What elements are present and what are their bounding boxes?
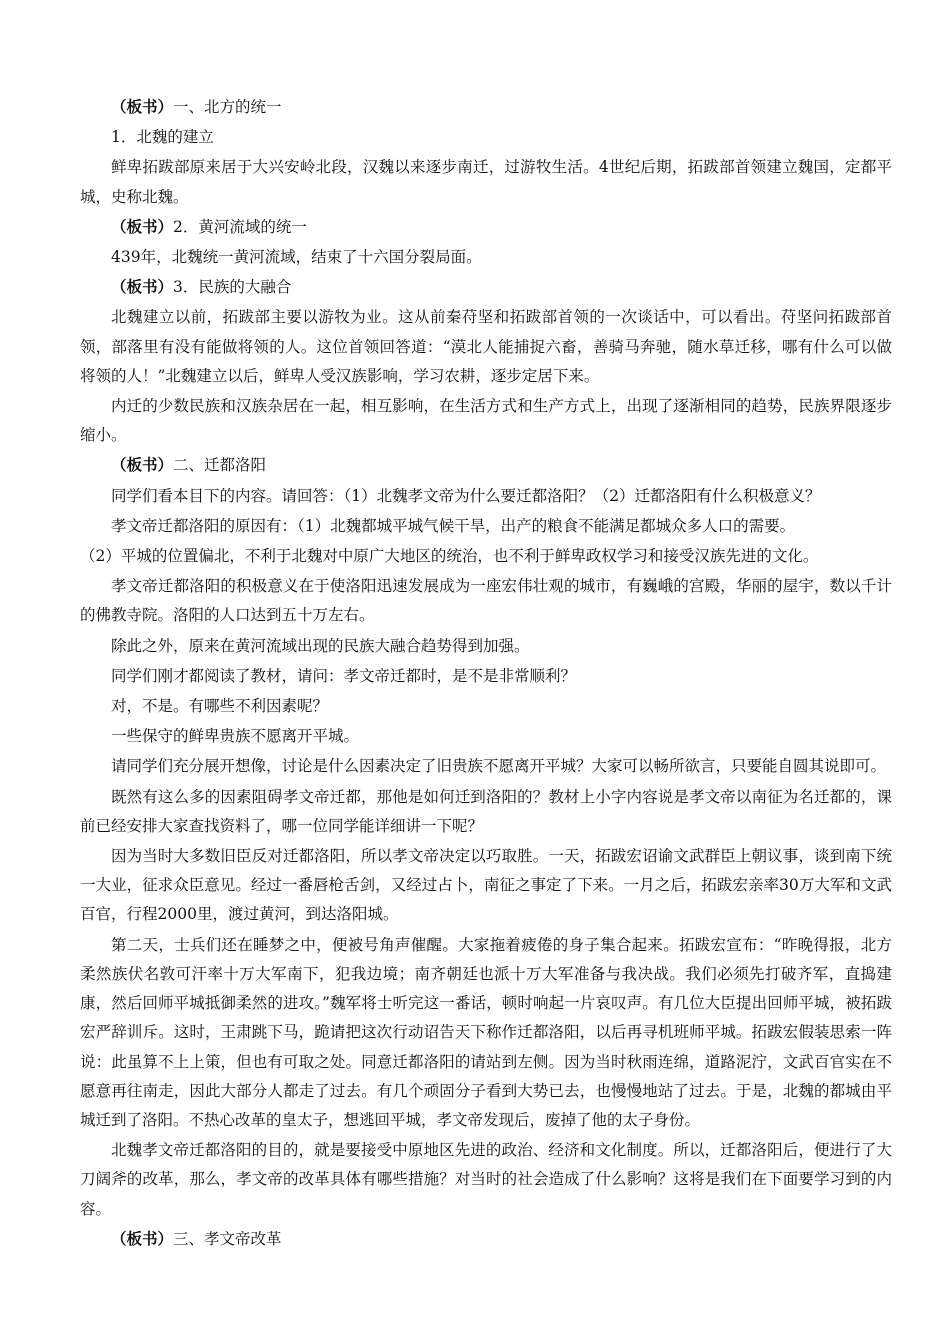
- paragraph-text: 除此之外，原来在黄河流域出现的民族大融合趋势得到加强。: [111, 636, 530, 655]
- paragraph-text: 因为当时大多数旧臣反对迁都洛阳，所以孝文帝决定以巧取胜。一天，拓跋宏诏谕文武群臣上朝议事，谈到南下统一大业，征求众臣意见。经过一番唇枪舌剑，又经过占卜，南征之事定了下来。一月之后，拓跋宏亲率30万大军和文武百官，行程2000里，渡过黄河，到达洛阳城。: [80, 847, 892, 924]
- paragraph: [80, 122, 892, 152]
- paragraph: [80, 691, 892, 721]
- paragraph-text: 孝文帝迁都洛阳的积极意义在于使洛阳迅速发展成为一座宏伟壮观的城市，有巍峨的宫殿，华丽的屋宇，数以千计的佛教寺院。洛阳的人口达到五十万左右。: [80, 577, 892, 625]
- paragraph: [80, 721, 892, 751]
- paragraph-lead: （板书）: [111, 277, 174, 297]
- paragraph-text: 鲜卑拓跋部原来居于大兴安岭北段，汉魏以来逐步南迁，过游牧生活。4世纪后期，拓跋部首领建立魏国，定都平城，史称北魏。: [80, 158, 892, 206]
- paragraph: [80, 302, 892, 391]
- paragraph-text: 三、孝文帝改革: [173, 1229, 282, 1248]
- paragraph: [80, 751, 892, 781]
- paragraph: [80, 841, 892, 930]
- paragraph-text: 对，不是。有哪些不利因素呢？: [111, 697, 329, 716]
- paragraph: [80, 571, 892, 630]
- document-body: [80, 92, 892, 1254]
- paragraph: [80, 661, 892, 691]
- paragraph-text: 2．黄河流域的统一: [173, 217, 307, 236]
- paragraph: [80, 1135, 892, 1224]
- paragraph-text: 二、迁都洛阳: [173, 456, 267, 475]
- paragraph: [80, 272, 892, 302]
- paragraph: [80, 631, 892, 661]
- paragraph-lead: （板书）: [111, 455, 174, 475]
- paragraph: [80, 481, 892, 511]
- paragraph-text: 内迁的少数民族和汉族杂居在一起，相互影响，在生活方式和生产方式上，出现了逐渐相同的趋势，民族界限逐步缩小。: [80, 397, 892, 445]
- paragraph-lead: （板书）: [111, 216, 174, 236]
- paragraph: [80, 541, 892, 571]
- paragraph: [80, 242, 892, 272]
- paragraph-lead: （板书）: [111, 1228, 174, 1248]
- paragraph-text: 第二天，士兵们还在睡梦之中，便被号角声催醒。大家拖着疲倦的身子集合起来。拓跋宏宣布：“昨晚得报，北方柔然族伏名敦可汗率十万大军南下，犯我边境；南齐朝廷也派十万大军准备与我决战。我们必须先打破齐军，直捣建康，然后回师平城抵御柔然的进攻。”魏军将士听完这一番话，顿时响起一片哀叹声。有几位大臣提出回师平城，被拓跋宏严辞训斥。这时，王肃跳下马，跪请把这次行动诏告天下称作迁都洛阳，以后再寻机班师平城。拓跋宏假装思索一阵说：此虽算不上上策，但也有可取之处。同意迁都洛阳的请站到左侧。因为当时秋雨连绵，道路泥泞，文武百官实在不愿意再往南走，因此大部分人都走了过去。有几个顽固分子看到大势已去，也慢慢地站了过去。于是，北魏的都城由平城迁到了洛阳。不热心改革的皇太子，想逃回平城，孝文帝发现后，废掉了他的太子身份。: [80, 935, 892, 1129]
- paragraph: [80, 930, 892, 1135]
- paragraph-lead: （板书）: [111, 97, 174, 116]
- paragraph: [80, 212, 892, 242]
- paragraph-text: （2）平城的位置偏北，不利于北魏对中原广大地区的统治，也不利于鲜卑政权学习和接受汉族先进的文化。: [80, 547, 819, 566]
- paragraph-text: 439年，北魏统一黄河流域，结束了十六国分裂局面。: [111, 248, 482, 267]
- paragraph: [80, 511, 892, 541]
- paragraph-text: 孝文帝迁都洛阳的原因有：（1）北魏都城平城气候干旱，出产的粮食不能满足都城众多人口的需要。: [111, 516, 796, 535]
- paragraph: [80, 782, 892, 841]
- paragraph-text: 3．民族的大融合: [173, 278, 292, 297]
- paragraph-text: 既然有这么多的因素阻碍孝文帝迁都，那他是如何迁到洛阳的？教材上小字内容说是孝文帝以南征为名迁都的，课前已经安排大家查找资料了，哪一位同学能详细讲一下呢？: [80, 787, 892, 835]
- paragraph-text: 1．北魏的建立: [111, 128, 214, 147]
- paragraph-text: 一些保守的鲜卑贵族不愿离开平城。: [111, 727, 360, 746]
- paragraph: [80, 1224, 892, 1254]
- paragraph: [80, 92, 892, 122]
- paragraph-text: 同学们看本目下的内容。请回答：（1）北魏孝文帝为什么要迁都洛阳？（2）迁都洛阳有什么积极意义？: [111, 486, 821, 505]
- paragraph-text: 北魏孝文帝迁都洛阳的目的，就是要接受中原地区先进的政治、经济和文化制度。所以，迁都洛阳后，便进行了大刀阔斧的改革，那么，孝文帝的改革具体有哪些措施？对当时的社会造成了什么影响？这将是我们在下面要学习到的内容。: [80, 1141, 892, 1218]
- paragraph-text: 一、北方的统一: [173, 98, 282, 116]
- paragraph-text: 北魏建立以前，拓跋部主要以游牧为业。这从前秦苻坚和拓跋部首领的一次谈话中，可以看出。苻坚问拓跋部首领，部落里有没有能做将领的人。这位首领回答道：“漠北人能捕捉六畜，善骑马奔驰，随水草迁移，哪有什么可以做将领的人！”北魏建立以后，鲜卑人受汉族影响，学习农耕，逐步定居下来。: [80, 308, 892, 385]
- paragraph: [80, 152, 892, 211]
- paragraph: [80, 391, 892, 450]
- paragraph-text: 同学们刚才都阅读了教材，请问：孝文帝迁都时，是不是非常顺利？: [111, 666, 577, 685]
- paragraph: [80, 450, 892, 480]
- paragraph-text: 请同学们充分展开想像，讨论是什么因素决定了旧贵族不愿离开平城？大家可以畅所欲言，只要能自圆其说即可。: [111, 757, 887, 776]
